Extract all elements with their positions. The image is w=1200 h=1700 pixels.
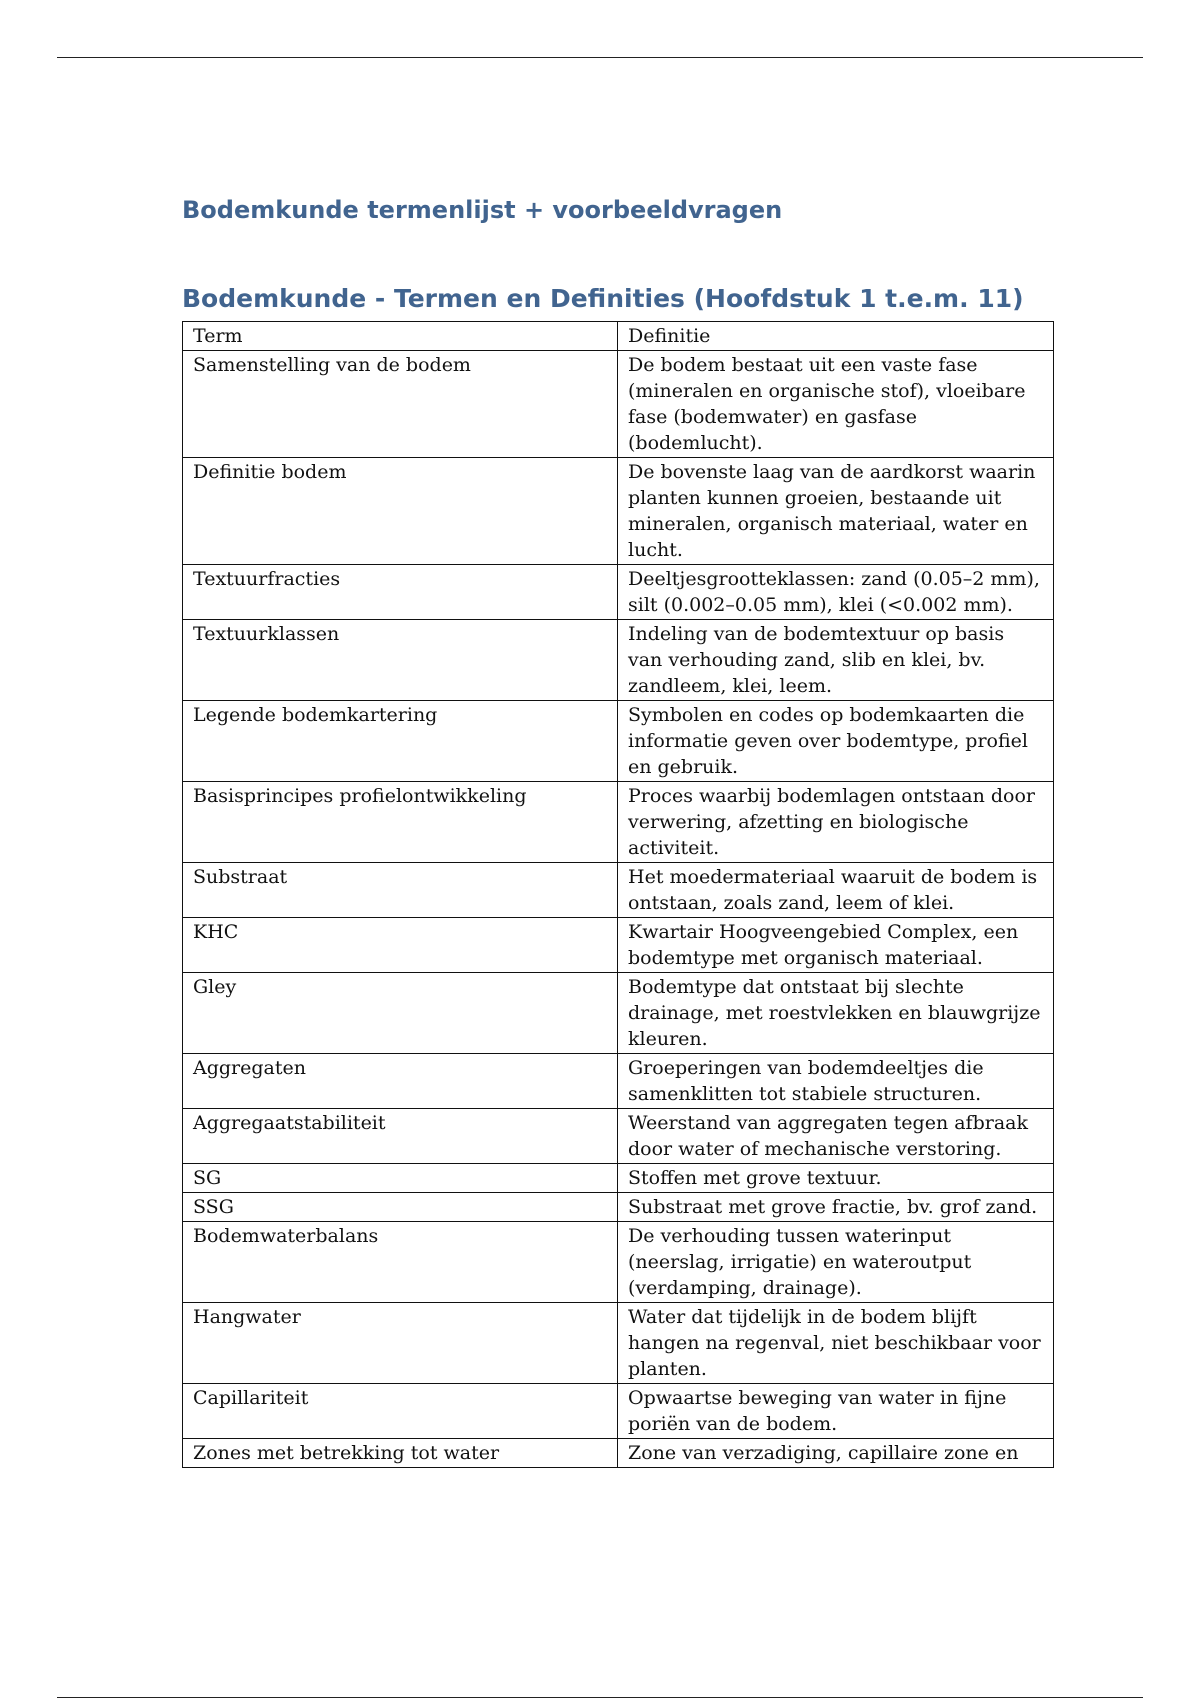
term-cell: Substraat (183, 863, 618, 918)
table-row (183, 1164, 1054, 1193)
term-cell: Definitie bodem (183, 458, 618, 565)
footer-rule (57, 1697, 1143, 1698)
definition-cell: Indeling van de bodemtextuur op basis van verhouding zand, slib en klei, bv. zandleem, klei, leem. (618, 620, 1054, 701)
table-body (183, 351, 1054, 1468)
table-row (183, 1303, 1054, 1384)
table-row (183, 1054, 1054, 1109)
header-rule (57, 57, 1143, 58)
definition-cell: De bovenste laag van de aardkorst waarin planten kunnen groeien, bestaande uit mineralen, organisch materiaal, water en lucht. (618, 458, 1054, 565)
definition-cell: Deeltjesgrootteklassen: zand (0.05–2 mm), silt (0.002–0.05 mm), klei (<0.002 mm). (618, 565, 1054, 620)
table-row (183, 1193, 1054, 1222)
table-row (183, 565, 1054, 620)
definition-cell: De verhouding tussen waterinput (neerslag, irrigatie) en wateroutput (verdamping, drainage). (618, 1222, 1054, 1303)
term-cell: Textuurklassen (183, 620, 618, 701)
definition-cell: Weerstand van aggregaten tegen afbraak door water of mechanische verstoring. (618, 1109, 1054, 1164)
term-cell: Aggregaatstabiliteit (183, 1109, 618, 1164)
term-cell: Capillariteit (183, 1384, 618, 1439)
table-header-row (183, 322, 1054, 351)
definition-cell: Proces waarbij bodemlagen ontstaan door verwering, afzetting en biologische activiteit. (618, 782, 1054, 863)
definition-cell: Opwaartse beweging van water in fijne poriën van de bodem. (618, 1384, 1054, 1439)
term-cell: Samenstelling van de bodem (183, 351, 618, 458)
term-cell: SG (183, 1164, 618, 1193)
definition-cell: Stoffen met grove textuur. (618, 1164, 1054, 1193)
table-row (183, 351, 1054, 458)
term-cell: Hangwater (183, 1303, 618, 1384)
term-cell: Legende bodemkartering (183, 701, 618, 782)
definition-cell: Bodemtype dat ontstaat bij slechte drainage, met roestvlekken en blauwgrijze kleuren. (618, 973, 1054, 1054)
definition-cell: Het moedermateriaal waaruit de bodem is ontstaan, zoals zand, leem of klei. (618, 863, 1054, 918)
term-cell: KHC (183, 918, 618, 973)
section-title: Bodemkunde - Termen en Definities (Hoofdstuk 1 t.e.m. 11) (182, 284, 1024, 313)
table-row (183, 1384, 1054, 1439)
table-row (183, 620, 1054, 701)
terms-table (182, 321, 1054, 1468)
definition-cell: Water dat tijdelijk in de bodem blijft hangen na regenval, niet beschikbaar voor planten. (618, 1303, 1054, 1384)
term-cell: Textuurfracties (183, 565, 618, 620)
definition-cell: Symbolen en codes op bodemkaarten die informatie geven over bodemtype, profiel en gebruik. (618, 701, 1054, 782)
table-row (183, 1109, 1054, 1164)
definition-cell: Substraat met grove fractie, bv. grof zand. (618, 1193, 1054, 1222)
definition-cell: De bodem bestaat uit een vaste fase (mineralen en organische stof), vloeibare fase (bodemwater) en gasfase (bodemlucht). (618, 351, 1054, 458)
term-cell: Gley (183, 973, 618, 1054)
document-title: Bodemkunde termenlijst + voorbeeldvragen (182, 196, 783, 224)
definition-cell: Kwartair Hoogveengebied Complex, een bodemtype met organisch materiaal. (618, 918, 1054, 973)
term-cell: Basisprincipes profielontwikkeling (183, 782, 618, 863)
header-term: Term (183, 322, 618, 351)
term-cell: Aggregaten (183, 1054, 618, 1109)
table-row (183, 973, 1054, 1054)
term-cell: SSG (183, 1193, 618, 1222)
table-row (183, 863, 1054, 918)
table-row (183, 458, 1054, 565)
definition-cell: Groeperingen van bodemdeeltjes die samenklitten tot stabiele structuren. (618, 1054, 1054, 1109)
header-definition: Definitie (618, 322, 1054, 351)
term-cell: Bodemwaterbalans (183, 1222, 618, 1303)
table-row (183, 1439, 1054, 1468)
table-row (183, 782, 1054, 863)
table-row (183, 1222, 1054, 1303)
term-cell: Zones met betrekking tot water (183, 1439, 618, 1468)
table-row (183, 918, 1054, 973)
definition-cell: Zone van verzadiging, capillaire zone en (618, 1439, 1054, 1468)
table-row (183, 701, 1054, 782)
